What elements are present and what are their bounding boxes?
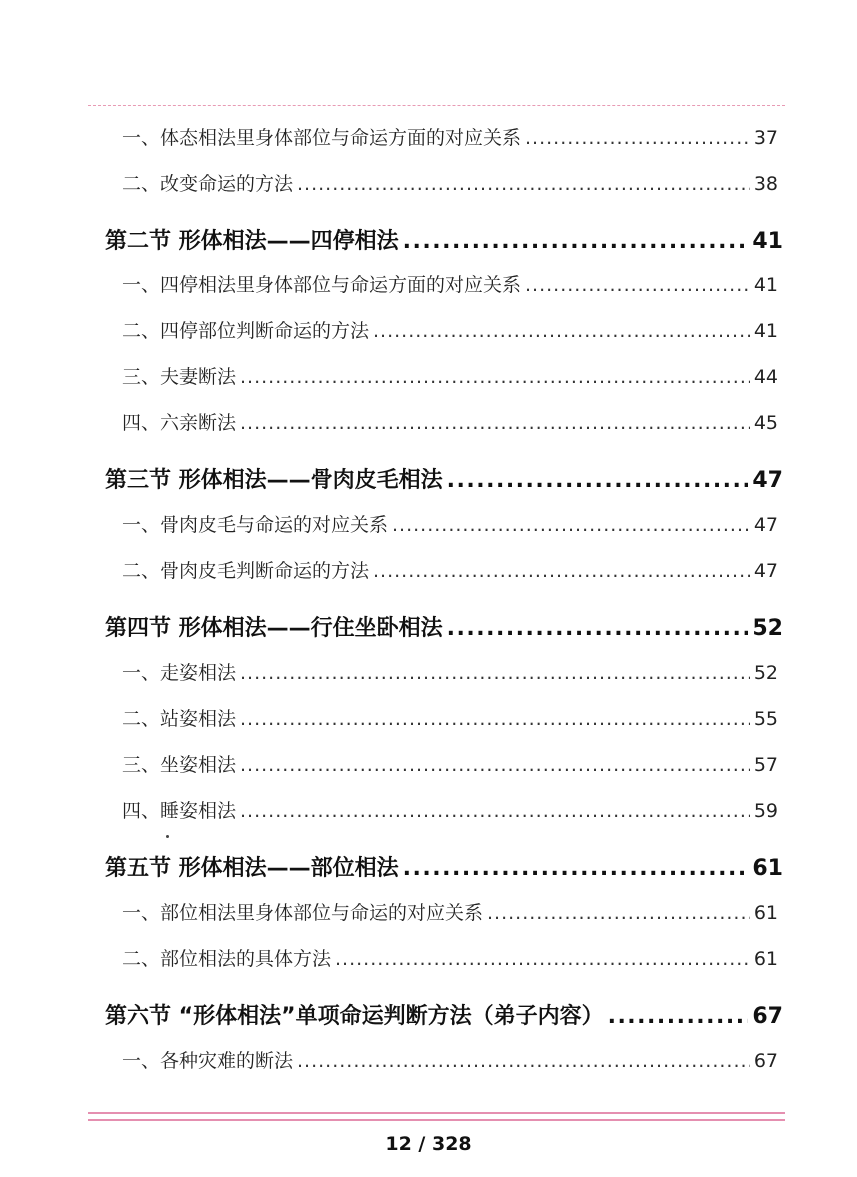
toc-subsection-entry[interactable] [122, 408, 778, 435]
toc-entry-title: 一、体态相法里身体部位与命运方面的对应关系 [122, 127, 522, 149]
dot-leader [297, 173, 750, 195]
toc-entry-title: 第二节 形体相法——四停相法 [105, 229, 399, 254]
toc-entry-title: 四、六亲断法 [122, 412, 237, 434]
toc-section-entry[interactable] [105, 463, 783, 494]
toc-section-entry[interactable] [105, 224, 783, 255]
dot-leader [373, 320, 750, 342]
toc-entry-page: 61 [753, 902, 778, 924]
toc-entry-title: 三、夫妻断法 [122, 366, 237, 388]
footer-divider [88, 1112, 785, 1121]
toc-entry-page: 67 [752, 1004, 783, 1029]
dot-leader [240, 366, 750, 388]
header-divider [88, 105, 785, 106]
dot-leader [373, 560, 750, 582]
toc-entry-page: 45 [753, 412, 778, 434]
dot-leader [335, 948, 750, 970]
toc-entry-title: 二、骨肉皮毛判断命运的方法 [122, 560, 370, 582]
toc-entry-page: 41 [752, 229, 783, 254]
toc-entry-page: 41 [753, 320, 778, 342]
toc-entry-title: 二、部位相法的具体方法 [122, 948, 332, 970]
toc-subsection-entry[interactable] [122, 362, 778, 389]
toc-subsection-entry[interactable] [122, 898, 778, 925]
dot-leader [525, 274, 750, 296]
dot-leader [240, 412, 750, 434]
toc-subsection-entry[interactable] [122, 270, 778, 297]
toc-entry-title: 四、睡姿相法 [122, 800, 237, 822]
toc-entry-page: 61 [753, 948, 778, 970]
toc-subsection-entry[interactable] [122, 944, 778, 971]
toc-entry-page: 61 [752, 856, 783, 881]
toc-entry-title: 第三节 形体相法——骨肉皮毛相法 [105, 468, 443, 493]
toc-section-entry[interactable] [105, 611, 783, 642]
dot-leader [240, 708, 750, 730]
toc-entry-page: 52 [752, 616, 783, 641]
toc-entry-title: 二、站姿相法 [122, 708, 237, 730]
toc-entry-page: 47 [753, 560, 778, 582]
toc-subsection-entry[interactable] [122, 658, 778, 685]
toc-entry-title: 一、部位相法里身体部位与命运的对应关系 [122, 902, 484, 924]
dot-leader [447, 468, 749, 493]
dot-leader [403, 229, 749, 254]
toc-entry-page: 59 [753, 800, 778, 822]
toc-entry-page: 67 [753, 1050, 778, 1072]
toc-entry-title: 二、改变命运的方法 [122, 173, 294, 195]
toc-subsection-entry[interactable] [122, 1046, 778, 1073]
dot-leader [525, 127, 750, 149]
dot-leader [608, 1004, 749, 1029]
toc-entry-page: 41 [753, 274, 778, 296]
dot-leader [392, 514, 750, 536]
toc-entry-page: 38 [753, 173, 778, 195]
toc-entry-title: 三、坐姿相法 [122, 754, 237, 776]
dot-leader [487, 902, 750, 924]
toc-entry-page: 52 [753, 662, 778, 684]
toc-entry-page: 37 [753, 127, 778, 149]
toc-section-entry[interactable] [105, 851, 783, 882]
toc-subsection-entry[interactable] [122, 704, 778, 731]
dot-leader [240, 754, 750, 776]
toc-entry-page: 57 [753, 754, 778, 776]
toc-subsection-entry[interactable] [122, 556, 778, 583]
dot-leader [297, 1050, 750, 1072]
toc-entry-page: 44 [753, 366, 778, 388]
toc-entry-page: 47 [752, 468, 783, 493]
toc-entry-title: 一、四停相法里身体部位与命运方面的对应关系 [122, 274, 522, 296]
toc-entry-title: 一、走姿相法 [122, 662, 237, 684]
toc-subsection-entry[interactable] [122, 750, 778, 777]
toc-entry-title: 一、骨肉皮毛与命运的对应关系 [122, 514, 389, 536]
toc-subsection-entry[interactable] [122, 169, 778, 196]
dot-leader [447, 616, 749, 641]
toc-entry-page: 47 [753, 514, 778, 536]
toc-entry-page: 55 [753, 708, 778, 730]
toc-entry-title: 二、四停部位判断命运的方法 [122, 320, 370, 342]
toc-subsection-entry[interactable] [122, 510, 778, 537]
toc-subsection-entry[interactable] [122, 123, 778, 150]
toc-entry-title: 第五节 形体相法——部位相法 [105, 856, 399, 881]
toc-entry-title: 一、各种灾难的断法 [122, 1050, 294, 1072]
toc-subsection-entry[interactable] [122, 316, 778, 343]
dot-leader [240, 800, 750, 822]
toc-entry-title: 第六节 “形体相法”单项命运判断方法（弟子内容） [105, 1004, 604, 1029]
dot-leader [403, 856, 749, 881]
toc-section-entry[interactable] [105, 999, 783, 1030]
page-number: 12 / 328 [385, 1133, 472, 1155]
toc-subsection-entry[interactable] [122, 796, 778, 823]
toc-entry-title: 第四节 形体相法——行住坐卧相法 [105, 616, 443, 641]
scan-speck [166, 835, 169, 838]
dot-leader [240, 662, 750, 684]
